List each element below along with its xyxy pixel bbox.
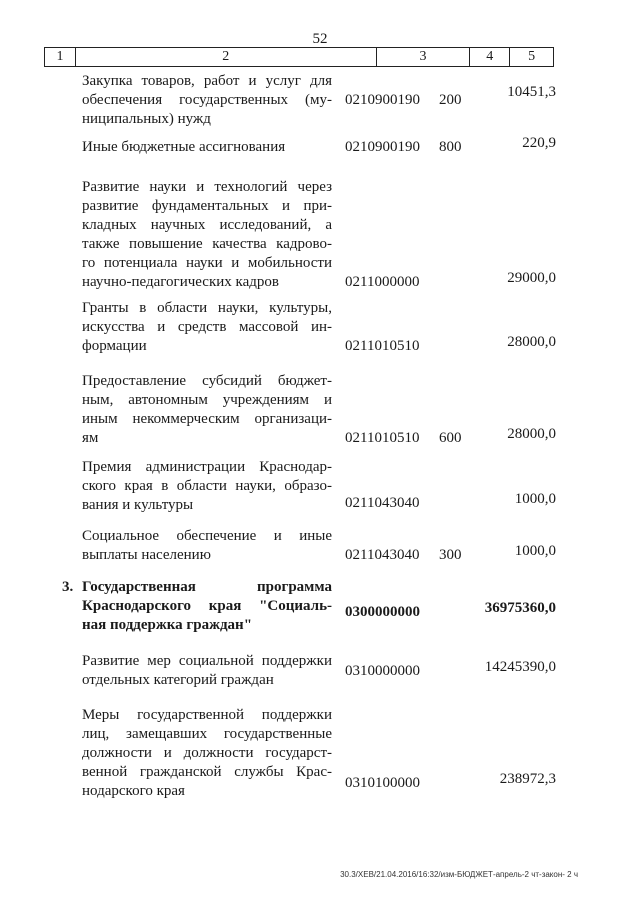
- row-amount: 28000,0: [507, 426, 556, 442]
- description-line: ным, автономным учреждениям и: [82, 392, 332, 408]
- description-line: ского края в области науки, образо-: [82, 478, 332, 494]
- description-line: Предоставление субсидий бюджет-: [82, 373, 332, 389]
- description-line: Государственная программа: [82, 579, 332, 595]
- row-code: 0211043040: [345, 547, 420, 563]
- row-code: 0310000000: [345, 663, 420, 679]
- row-amount: 1000,0: [514, 491, 556, 507]
- row-description: [82, 138, 332, 157]
- row-code: 0300000000: [345, 604, 420, 620]
- description-line: ниципальных) нужд: [82, 111, 211, 127]
- row-description: [82, 299, 332, 356]
- row-description: [82, 372, 332, 448]
- row-code: 0210900190: [345, 139, 420, 155]
- description-line: развитие фундаментальных и при-: [82, 198, 332, 214]
- description-line: искусства и средств массовой ин-: [82, 319, 332, 335]
- page-number: 52: [312, 31, 328, 47]
- description-line: ная поддержка граждан": [82, 617, 253, 633]
- row-code: 0211000000: [345, 274, 420, 290]
- row-description: [82, 527, 332, 565]
- row-number: 3.: [62, 579, 74, 595]
- description-line: Закупка товаров, работ и услуг для: [82, 73, 332, 89]
- description-line: Краснодарского края "Социаль-: [82, 598, 332, 614]
- header-col-4: 4: [470, 48, 510, 66]
- row-description: [82, 178, 332, 292]
- row-description: [82, 652, 332, 690]
- row-amount: 10451,3: [507, 84, 556, 100]
- row-description: [82, 706, 332, 801]
- row-description: [82, 72, 332, 129]
- description-line: Социальное обеспечение и иные: [82, 528, 332, 544]
- row-code: 0210900190: [345, 92, 420, 108]
- description-line: выплаты населению: [82, 547, 211, 563]
- header-col-5: 5: [528, 49, 536, 64]
- description-line: кладных научных исследований, а: [82, 217, 332, 233]
- row-amount: 28000,0: [507, 334, 556, 350]
- description-line: Развитие мер социальной поддержки: [82, 653, 332, 669]
- description-line: го потенциала науки и мобильности: [82, 255, 332, 271]
- description-line: Меры государственной поддержки: [82, 707, 332, 723]
- description-line: венной гражданской службы Крас-: [82, 764, 332, 780]
- row-expense-type: 300: [439, 547, 462, 563]
- description-line: Иные бюджетные ассигнования: [82, 139, 286, 155]
- description-line: должности и должности государст-: [82, 745, 332, 761]
- description-line: Развитие науки и технологий через: [82, 179, 332, 195]
- row-amount: 36975360,0: [484, 600, 556, 616]
- footer-stamp: 30.3/ХЕВ/21.04.2016/16:32/изм-БЮДЖЕТ-апрель-2 чт-закон- 2 ч: [340, 870, 578, 879]
- row-code: 0211043040: [345, 495, 420, 511]
- description-line: научно-педагогических кадров: [82, 274, 279, 290]
- header-col-1: 1: [45, 48, 76, 66]
- row-code: 0310100000: [345, 775, 420, 791]
- description-line: Премия администрации Краснодар-: [82, 459, 332, 475]
- row-description: [82, 578, 332, 635]
- row-expense-type: 600: [439, 430, 462, 446]
- header-col-2: 2: [76, 48, 377, 66]
- row-description: [82, 458, 332, 515]
- table-header: [44, 47, 554, 67]
- row-amount: 29000,0: [507, 270, 556, 286]
- description-line: лиц, замещавших государственные: [82, 726, 332, 742]
- description-line: иным некоммерческим организаци-: [82, 411, 332, 427]
- row-expense-type: 200: [439, 92, 462, 108]
- description-line: также повышение качества кадрово-: [82, 236, 332, 252]
- description-line: Гранты в области науки, культуры,: [82, 300, 332, 316]
- description-line: отдельных категорий граждан: [82, 672, 274, 688]
- row-amount: 238972,3: [499, 771, 556, 787]
- row-amount: 1000,0: [514, 543, 556, 559]
- description-line: обеспечения государственных (му-: [82, 92, 332, 108]
- header-col-3: 3: [377, 48, 471, 66]
- row-amount: 14245390,0: [484, 659, 556, 675]
- description-line: ям: [82, 430, 99, 446]
- row-amount: 220,9: [522, 135, 556, 151]
- description-line: формации: [82, 338, 147, 354]
- row-code: 0211010510: [345, 430, 420, 446]
- row-code: 0211010510: [345, 338, 420, 354]
- description-line: вания и культуры: [82, 497, 194, 513]
- row-expense-type: 800: [439, 139, 462, 155]
- description-line: нодарского края: [82, 783, 185, 799]
